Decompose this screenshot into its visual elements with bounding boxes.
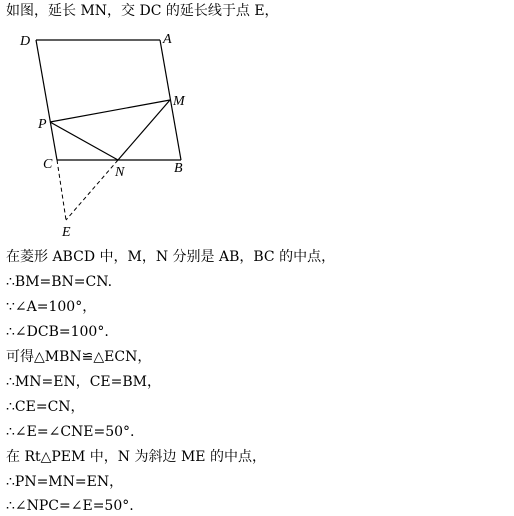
- proof-line-7: ∴CE=CN，: [6, 399, 85, 415]
- label-E: E: [62, 225, 71, 240]
- intro-text: 如图，延长 MN，交 DC 的延长线于点 E，: [6, 3, 279, 19]
- proof-line-9: 在 Rt△PEM 中，N 为斜边 ME 的中点，: [6, 449, 266, 465]
- proof-line-10: ∴PN=MN=EN，: [6, 474, 124, 490]
- label-P: P: [38, 117, 47, 132]
- side-CD: [36, 40, 57, 160]
- dashed-NE: [66, 160, 118, 220]
- label-A: A: [163, 32, 172, 47]
- segment-MN: [118, 100, 170, 160]
- label-M: M: [173, 94, 185, 109]
- proof-line-8: ∴∠E=∠CNE=50°.: [6, 424, 135, 440]
- proof-line-6: ∴MN=EN，CE=BM，: [6, 374, 161, 390]
- label-D: D: [20, 34, 31, 49]
- dashed-CE: [57, 160, 66, 220]
- segment-PM: [50, 100, 170, 122]
- proof-line-11: ∴∠NPC=∠E=50°.: [6, 498, 134, 514]
- proof-line-2: ∴BM=BN=CN.: [6, 274, 113, 290]
- segment-PN: [50, 122, 118, 160]
- proof-line-3: ∵∠A=100°，: [6, 299, 97, 315]
- label-C: C: [43, 157, 53, 172]
- label-N: N: [115, 165, 125, 180]
- proof-line-4: ∴∠DCB=100°.: [6, 324, 109, 340]
- label-B: B: [174, 161, 183, 176]
- proof-line-1: 在菱形 ABCD 中，M，N 分别是 AB，BC 的中点，: [6, 249, 336, 265]
- proof-line-5: 可得△MBN≌△ECN，: [6, 349, 152, 365]
